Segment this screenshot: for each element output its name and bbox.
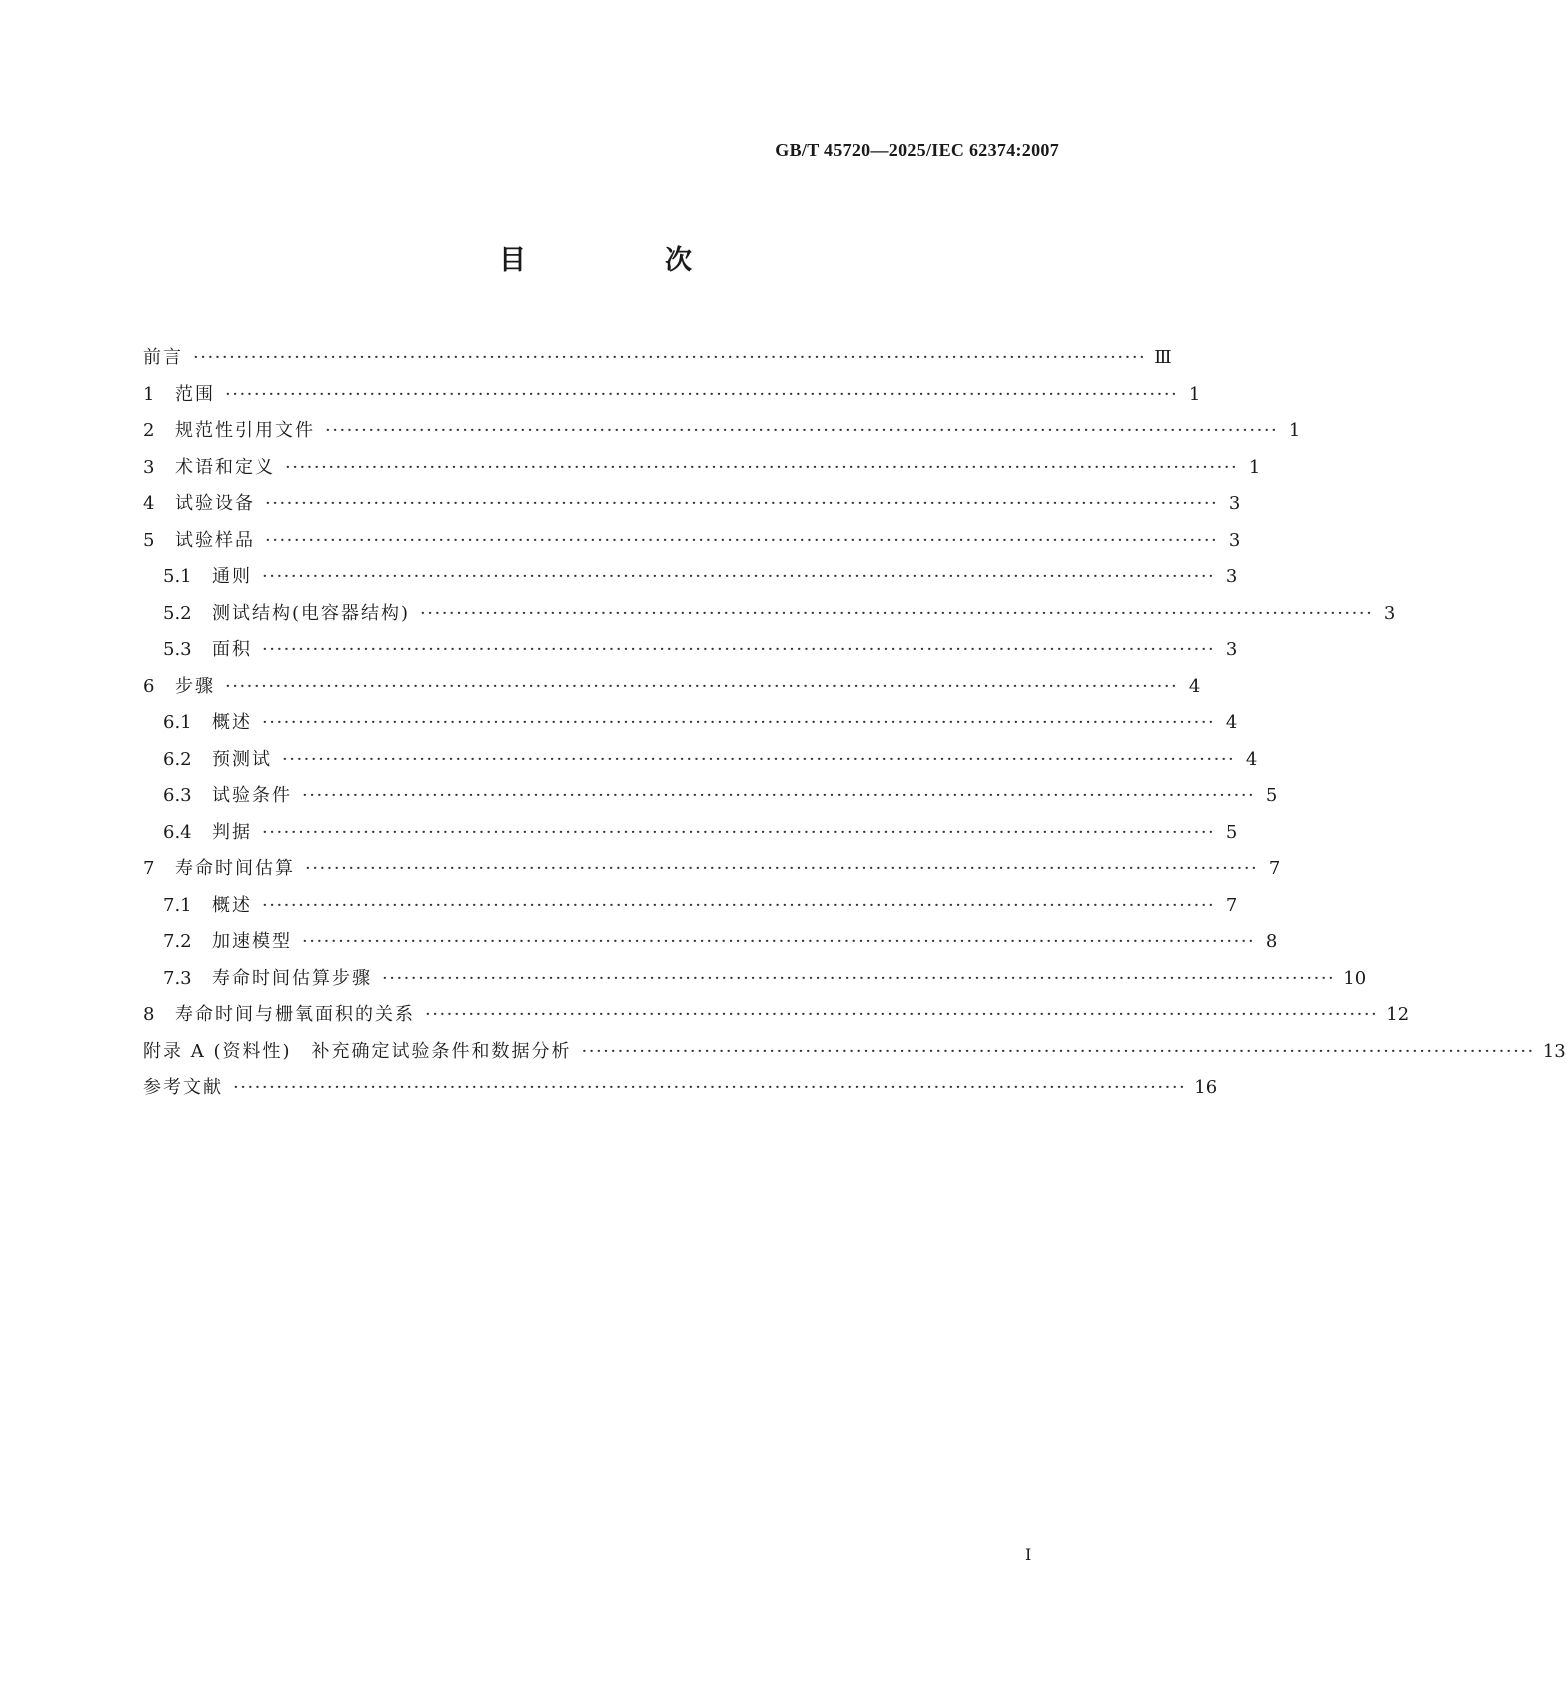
toc-item-page: 4 xyxy=(1188,675,1201,697)
toc-item-page: 1 xyxy=(1248,456,1261,478)
toc-item-overview[interactable] xyxy=(143,705,1238,742)
table-of-contents xyxy=(143,340,1566,1107)
toc-item-page: 3 xyxy=(1225,639,1238,661)
toc-leader-dots: ···································································································································· xyxy=(262,821,1216,843)
toc-item-general[interactable] xyxy=(143,559,1238,596)
toc-item-pretest[interactable] xyxy=(143,742,1258,779)
page-title: 目 次 xyxy=(499,245,748,276)
toc-item-annex-a[interactable] xyxy=(143,1034,1566,1071)
toc-item-page: 7 xyxy=(1225,894,1238,916)
toc-leader-dots: ···································································································································· xyxy=(285,456,1239,478)
toc-item-test-equipment[interactable] xyxy=(143,486,1241,523)
toc-leader-dots: ···································································································································· xyxy=(282,748,1236,770)
toc-item-label: 概述 xyxy=(212,894,252,916)
toc-item-normative-references[interactable] xyxy=(143,413,1301,450)
toc-item-bibliography[interactable] xyxy=(143,1070,1218,1107)
toc-item-label: 规范性引用文件 xyxy=(175,420,315,442)
toc-item-label: 预测试 xyxy=(212,748,272,770)
toc-leader-dots: ···································································································································· xyxy=(262,712,1216,734)
toc-leader-dots: ···································································································································· xyxy=(233,1077,1187,1099)
toc-item-page: 3 xyxy=(1228,493,1241,515)
toc-item-estimation-steps[interactable] xyxy=(143,961,1367,998)
toc-item-label: 通则 xyxy=(212,566,252,588)
toc-item-label: 寿命时间估算步骤 xyxy=(212,967,372,989)
toc-item-number: 6.1 xyxy=(163,712,192,734)
toc-item-page: 7 xyxy=(1268,858,1281,880)
toc-leader-dots: ···································································································································· xyxy=(382,967,1336,989)
page-number: I xyxy=(1025,1545,1032,1564)
toc-item-label: 面积 xyxy=(212,639,252,661)
toc-item-page: 8 xyxy=(1265,931,1278,953)
toc-item-area-relationship[interactable] xyxy=(143,997,1410,1034)
toc-item-number: 7.2 xyxy=(163,931,192,953)
toc-item-page: 4 xyxy=(1245,748,1258,770)
toc-item-number: 6.3 xyxy=(163,785,192,807)
toc-item-number: 8 xyxy=(143,1004,155,1026)
toc-item-label: 试验样品 xyxy=(175,529,255,551)
toc-item-number: 3 xyxy=(143,456,155,478)
toc-item-lifetime-estimation[interactable] xyxy=(143,851,1281,888)
toc-leader-dots: ···································································································································· xyxy=(325,420,1279,442)
toc-leader-dots: ···································································································································· xyxy=(193,347,1147,369)
toc-item-page: 3 xyxy=(1383,602,1396,624)
toc-item-page: Ⅲ xyxy=(1154,347,1172,369)
toc-item-number: 5.2 xyxy=(163,602,192,624)
toc-item-number: 5.3 xyxy=(163,639,192,661)
toc-item-page: 10 xyxy=(1343,967,1367,989)
toc-item-page: 5 xyxy=(1225,821,1238,843)
toc-item-number: 6 xyxy=(143,675,155,697)
toc-item-number: 6.4 xyxy=(163,821,192,843)
toc-item-terms[interactable] xyxy=(143,450,1261,487)
toc-item-acceleration-model[interactable] xyxy=(143,924,1278,961)
toc-item-page: 4 xyxy=(1225,712,1238,734)
toc-leader-dots: ···································································································································· xyxy=(420,602,1374,624)
toc-leader-dots: ···································································································································· xyxy=(265,529,1219,551)
toc-item-label: 术语和定义 xyxy=(175,456,275,478)
toc-item-label: 范围 xyxy=(175,383,215,405)
toc-item-number: 5 xyxy=(143,529,155,551)
toc-item-page: 1 xyxy=(1188,383,1201,405)
toc-item-page: 3 xyxy=(1228,529,1241,551)
toc-item-label: 参考文献 xyxy=(143,1077,223,1099)
toc-item-number: 5.1 xyxy=(163,566,192,588)
toc-item-lifetime-overview[interactable] xyxy=(143,888,1238,925)
toc-item-procedure[interactable] xyxy=(143,669,1201,706)
toc-item-foreword[interactable] xyxy=(143,340,1172,377)
toc-item-label: 寿命时间与栅氧面积的关系 xyxy=(175,1004,415,1026)
toc-item-scope[interactable] xyxy=(143,377,1201,414)
toc-item-number: 7.1 xyxy=(163,894,192,916)
toc-leader-dots: ···································································································································· xyxy=(225,675,1179,697)
toc-leader-dots: ···································································································································· xyxy=(581,1040,1535,1062)
toc-item-number: 2 xyxy=(143,420,155,442)
toc-item-number: 6.2 xyxy=(163,748,192,770)
toc-item-label: 概述 xyxy=(212,712,252,734)
toc-leader-dots: ···································································································································· xyxy=(425,1004,1379,1026)
toc-item-label: 附录 A (资料性) 补充确定试验条件和数据分析 xyxy=(143,1040,572,1062)
toc-item-label: 试验设备 xyxy=(175,493,255,515)
toc-item-page: 5 xyxy=(1265,785,1278,807)
toc-item-page: 16 xyxy=(1194,1077,1218,1099)
toc-item-area[interactable] xyxy=(143,632,1238,669)
toc-item-number: 4 xyxy=(143,493,155,515)
toc-item-test-structure[interactable] xyxy=(143,596,1396,633)
toc-item-test-samples[interactable] xyxy=(143,523,1241,560)
toc-item-test-conditions[interactable] xyxy=(143,778,1278,815)
toc-item-label: 加速模型 xyxy=(212,931,292,953)
toc-leader-dots: ···································································································································· xyxy=(262,639,1216,661)
standard-code: GB/T 45720—2025/IEC 62374:2007 xyxy=(775,140,1059,160)
toc-item-page: 1 xyxy=(1288,420,1301,442)
toc-item-label: 寿命时间估算 xyxy=(175,858,295,880)
toc-item-label: 判据 xyxy=(212,821,252,843)
toc-item-page: 3 xyxy=(1225,566,1238,588)
toc-leader-dots: ···································································································································· xyxy=(262,894,1216,916)
toc-leader-dots: ···································································································································· xyxy=(265,493,1219,515)
toc-leader-dots: ···································································································································· xyxy=(262,566,1216,588)
toc-item-criteria[interactable] xyxy=(143,815,1238,852)
toc-item-label: 测试结构(电容器结构) xyxy=(212,602,411,624)
toc-item-page: 12 xyxy=(1386,1004,1410,1026)
toc-item-label: 步骤 xyxy=(175,675,215,697)
toc-item-label: 前言 xyxy=(143,347,183,369)
toc-item-number: 1 xyxy=(143,383,155,405)
toc-item-page: 13 xyxy=(1542,1040,1566,1062)
toc-leader-dots: ···································································································································· xyxy=(302,931,1256,953)
toc-leader-dots: ···································································································································· xyxy=(225,383,1179,405)
toc-leader-dots: ···································································································································· xyxy=(302,785,1256,807)
toc-item-number: 7 xyxy=(143,858,155,880)
toc-item-number: 7.3 xyxy=(163,967,192,989)
toc-leader-dots: ···································································································································· xyxy=(305,858,1259,880)
toc-item-label: 试验条件 xyxy=(212,785,292,807)
